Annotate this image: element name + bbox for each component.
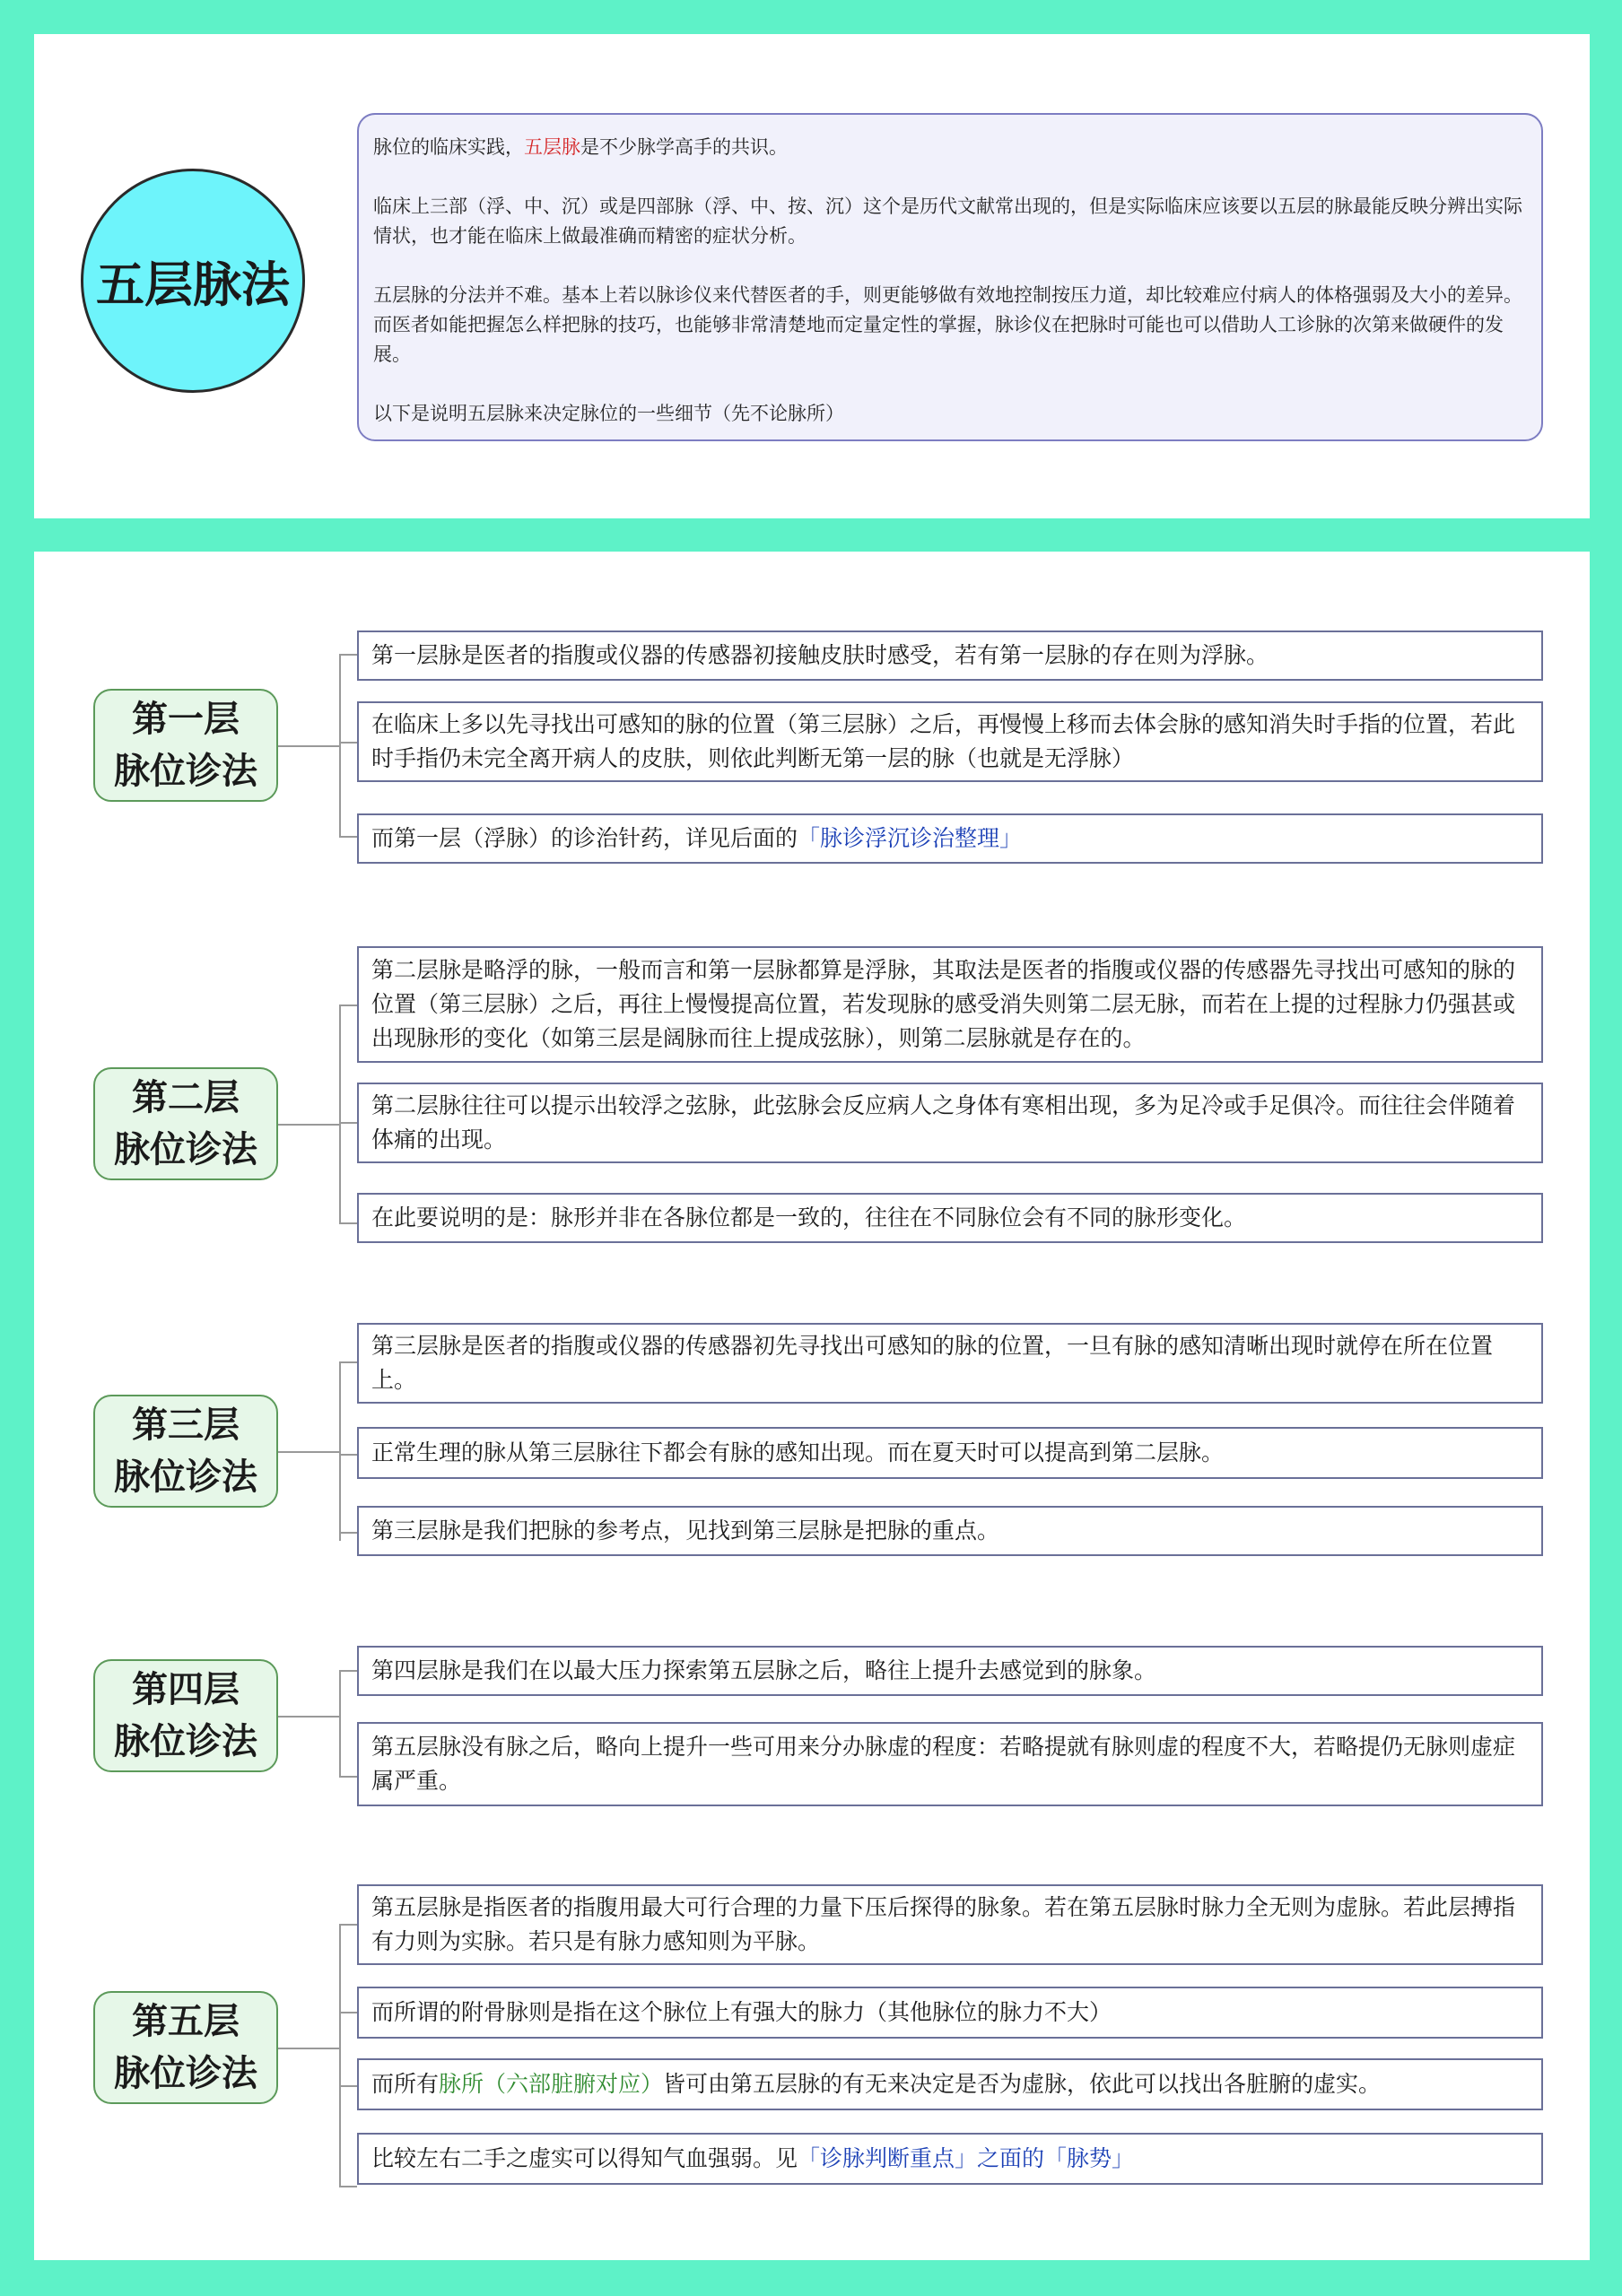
info-box: 第四层脉是我们在以最大压力探索第五层脉之后，略往上提升去感觉到的脉象。	[357, 1646, 1543, 1696]
five-layer-highlight: 五层脉	[524, 136, 580, 158]
pulse-position-highlight: 脉所（六部脏腑对应）	[439, 2071, 664, 2097]
info-box: 第二层脉往往可以提示出较浮之弦脉，此弦脉会反应病人之身体有寒相出现，多为足冷或手足俱冷。而往往会伴随着体痛的出现。	[357, 1083, 1543, 1163]
info-box: 第五层脉没有脉之后，略向上提升一些可用来分办脉虚的程度：若略提就有脉则虚的程度不大，若略提仍无脉则虚症属严重。	[357, 1722, 1543, 1806]
info-box: 第一层脉是医者的指腹或仪器的传感器初接触皮肤时感受，若有第一层脉的存在则为浮脉。	[357, 631, 1543, 681]
link-pulse-key-points[interactable]: 「诊脉判断重点」之面的「脉势」	[798, 2145, 1135, 2171]
section-label: 第二层 脉位诊法	[93, 1067, 278, 1180]
info-box: 第三层脉是我们把脉的参考点，见找到第三层脉是把脉的重点。	[357, 1506, 1543, 1556]
info-box: 而所有脉所（六部脏腑对应）皆可由第五层脉的有无来决定是否为虚脉，依此可以找出各脏腑的虚实。	[357, 2058, 1543, 2110]
intro-paragraph-2: 临床上三部（浮、中、沉）或是四部脉（浮、中、按、沉）这个是历代文献常出现的，但是实际临床应该要以五层的脉最能反映分辨出实际情状，也才能在临床上做最准确而精密的症状分析。	[373, 196, 1522, 247]
intro-paragraph-4: 以下是说明五层脉来决定脉位的一些细节（先不论脉所）	[373, 403, 844, 424]
intro-paragraph-1: 脉位的临床实践，五层脉是不少脉学高手的共识。	[373, 136, 788, 158]
info-box: 在此要说明的是：脉形并非在各脉位都是一致的，往往在不同脉位会有不同的脉形变化。	[357, 1193, 1543, 1243]
info-box: 而所谓的附骨脉则是指在这个脉位上有强大的脉力（其他脉位的脉力不大）	[357, 1987, 1543, 2039]
intro-paragraph-3: 五层脉的分法并不难。基本上若以脉诊仪来代替医者的手，则更能够做有效地控制按压力道，却比较难应付病人的体格强弱及大小的差异。而医者如能把握怎么样把脉的技巧，也能够非常清楚地而定量定性的掌握，脉诊仪在把脉时可能也可以借助人工诊脉的次第来做硬件的发展。	[373, 284, 1522, 365]
link-pulse-float-sink[interactable]: 「脉诊浮沉诊治整理」	[798, 825, 1023, 851]
section-label: 第一层 脉位诊法	[93, 689, 278, 802]
intro-box	[357, 113, 1543, 441]
info-box: 而第一层（浮脉）的诊治针药，详见后面的「脉诊浮沉诊治整理」	[357, 813, 1543, 864]
main-panel	[34, 552, 1590, 2260]
info-box: 第二层脉是略浮的脉，一般而言和第一层脉都算是浮脉，其取法是医者的指腹或仪器的传感器先寻找出可感知的脉的位置（第三层脉）之后，再往上慢慢提高位置，若发现脉的感受消失则第二层无脉，而若在上提的过程脉力仍强甚或出现脉形的变化（如第三层是阔脉而往上提成弦脉），则第二层脉就是存在的。	[357, 946, 1543, 1063]
info-box: 第五层脉是指医者的指腹用最大可行合理的力量下压后探得的脉象。若在第五层脉时脉力全无则为虚脉。若此层搏指有力则为实脉。若只是有脉力感知则为平脉。	[357, 1884, 1543, 1965]
info-box: 正常生理的脉从第三层脉往下都会有脉的感知出现。而在夏天时可以提高到第二层脉。	[357, 1427, 1543, 1479]
section-label: 第五层 脉位诊法	[93, 1991, 278, 2104]
page-title: 五层脉法	[81, 169, 305, 393]
info-box: 第三层脉是医者的指腹或仪器的传感器初先寻找出可感知的脉的位置，一旦有脉的感知清晰出现时就停在所在位置上。	[357, 1323, 1543, 1404]
section-label: 第三层 脉位诊法	[93, 1395, 278, 1508]
section-label: 第四层 脉位诊法	[93, 1659, 278, 1772]
info-box: 在临床上多以先寻找出可感知的脉的位置（第三层脉）之后，再慢慢上移而去体会脉的感知消失时手指的位置，若此时手指仍未完全离开病人的皮肤，则依此判断无第一层的脉（也就是无浮脉）	[357, 701, 1543, 782]
info-box: 比较左右二手之虚实可以得知气血强弱。见「诊脉判断重点」之面的「脉势」	[357, 2133, 1543, 2185]
intro-panel	[34, 34, 1590, 518]
